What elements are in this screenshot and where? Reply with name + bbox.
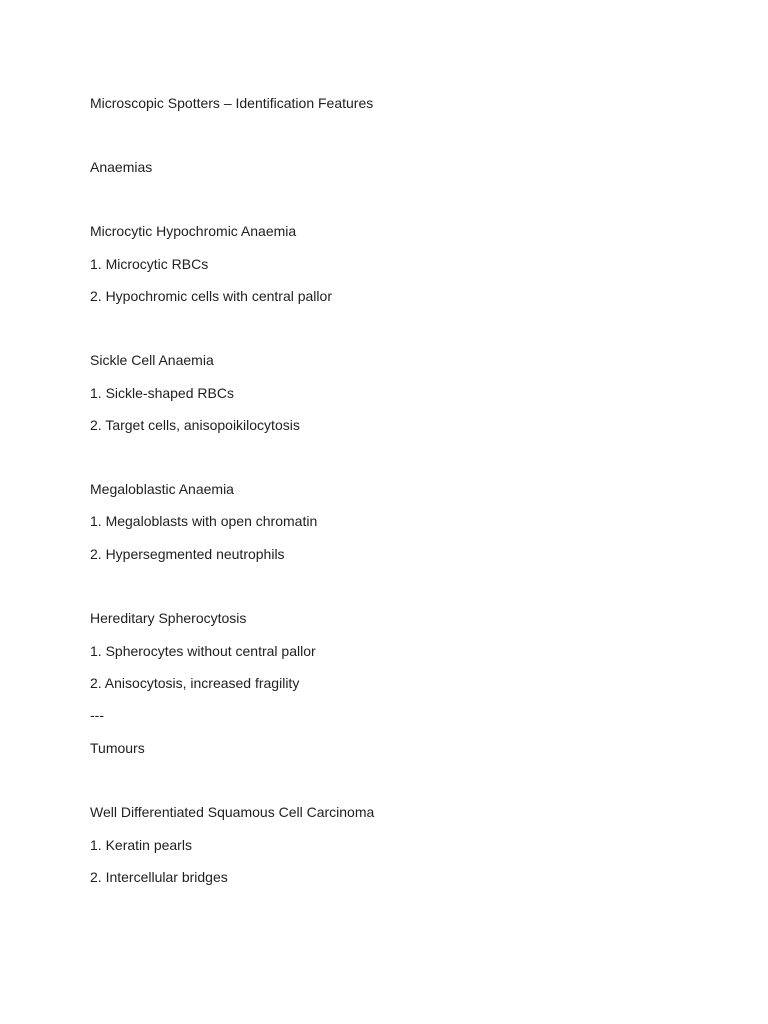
subheading-squamous-cell-carcinoma: Well Differentiated Squamous Cell Carcinoma	[90, 804, 375, 820]
list-item: 2. Hypersegmented neutrophils	[90, 546, 285, 562]
list-item: 2. Hypochromic cells with central pallor	[90, 288, 332, 304]
document-title: Microscopic Spotters – Identification Features	[90, 95, 374, 111]
list-item: 2. Intercellular bridges	[90, 869, 228, 885]
list-item: 2. Target cells, anisopoikilocytosis	[90, 417, 300, 433]
list-item: 1. Megaloblasts with open chromatin	[90, 513, 318, 529]
list-item: 1. Keratin pearls	[90, 837, 192, 853]
list-item: 2. Anisocytosis, increased fragility	[90, 675, 300, 691]
section-separator: ---	[90, 707, 104, 723]
subheading-microcytic-hypochromic-anaemia: Microcytic Hypochromic Anaemia	[90, 223, 297, 239]
section-heading-tumours: Tumours	[90, 740, 145, 756]
subheading-hereditary-spherocytosis: Hereditary Spherocytosis	[90, 610, 247, 626]
list-item: 1. Sickle-shaped RBCs	[90, 385, 234, 401]
list-item: 1. Spherocytes without central pallor	[90, 643, 316, 659]
subheading-megaloblastic-anaemia: Megaloblastic Anaemia	[90, 481, 234, 497]
subheading-sickle-cell-anaemia: Sickle Cell Anaemia	[90, 352, 214, 368]
section-heading-anaemias: Anaemias	[90, 159, 153, 175]
list-item: 1. Microcytic RBCs	[90, 256, 209, 272]
